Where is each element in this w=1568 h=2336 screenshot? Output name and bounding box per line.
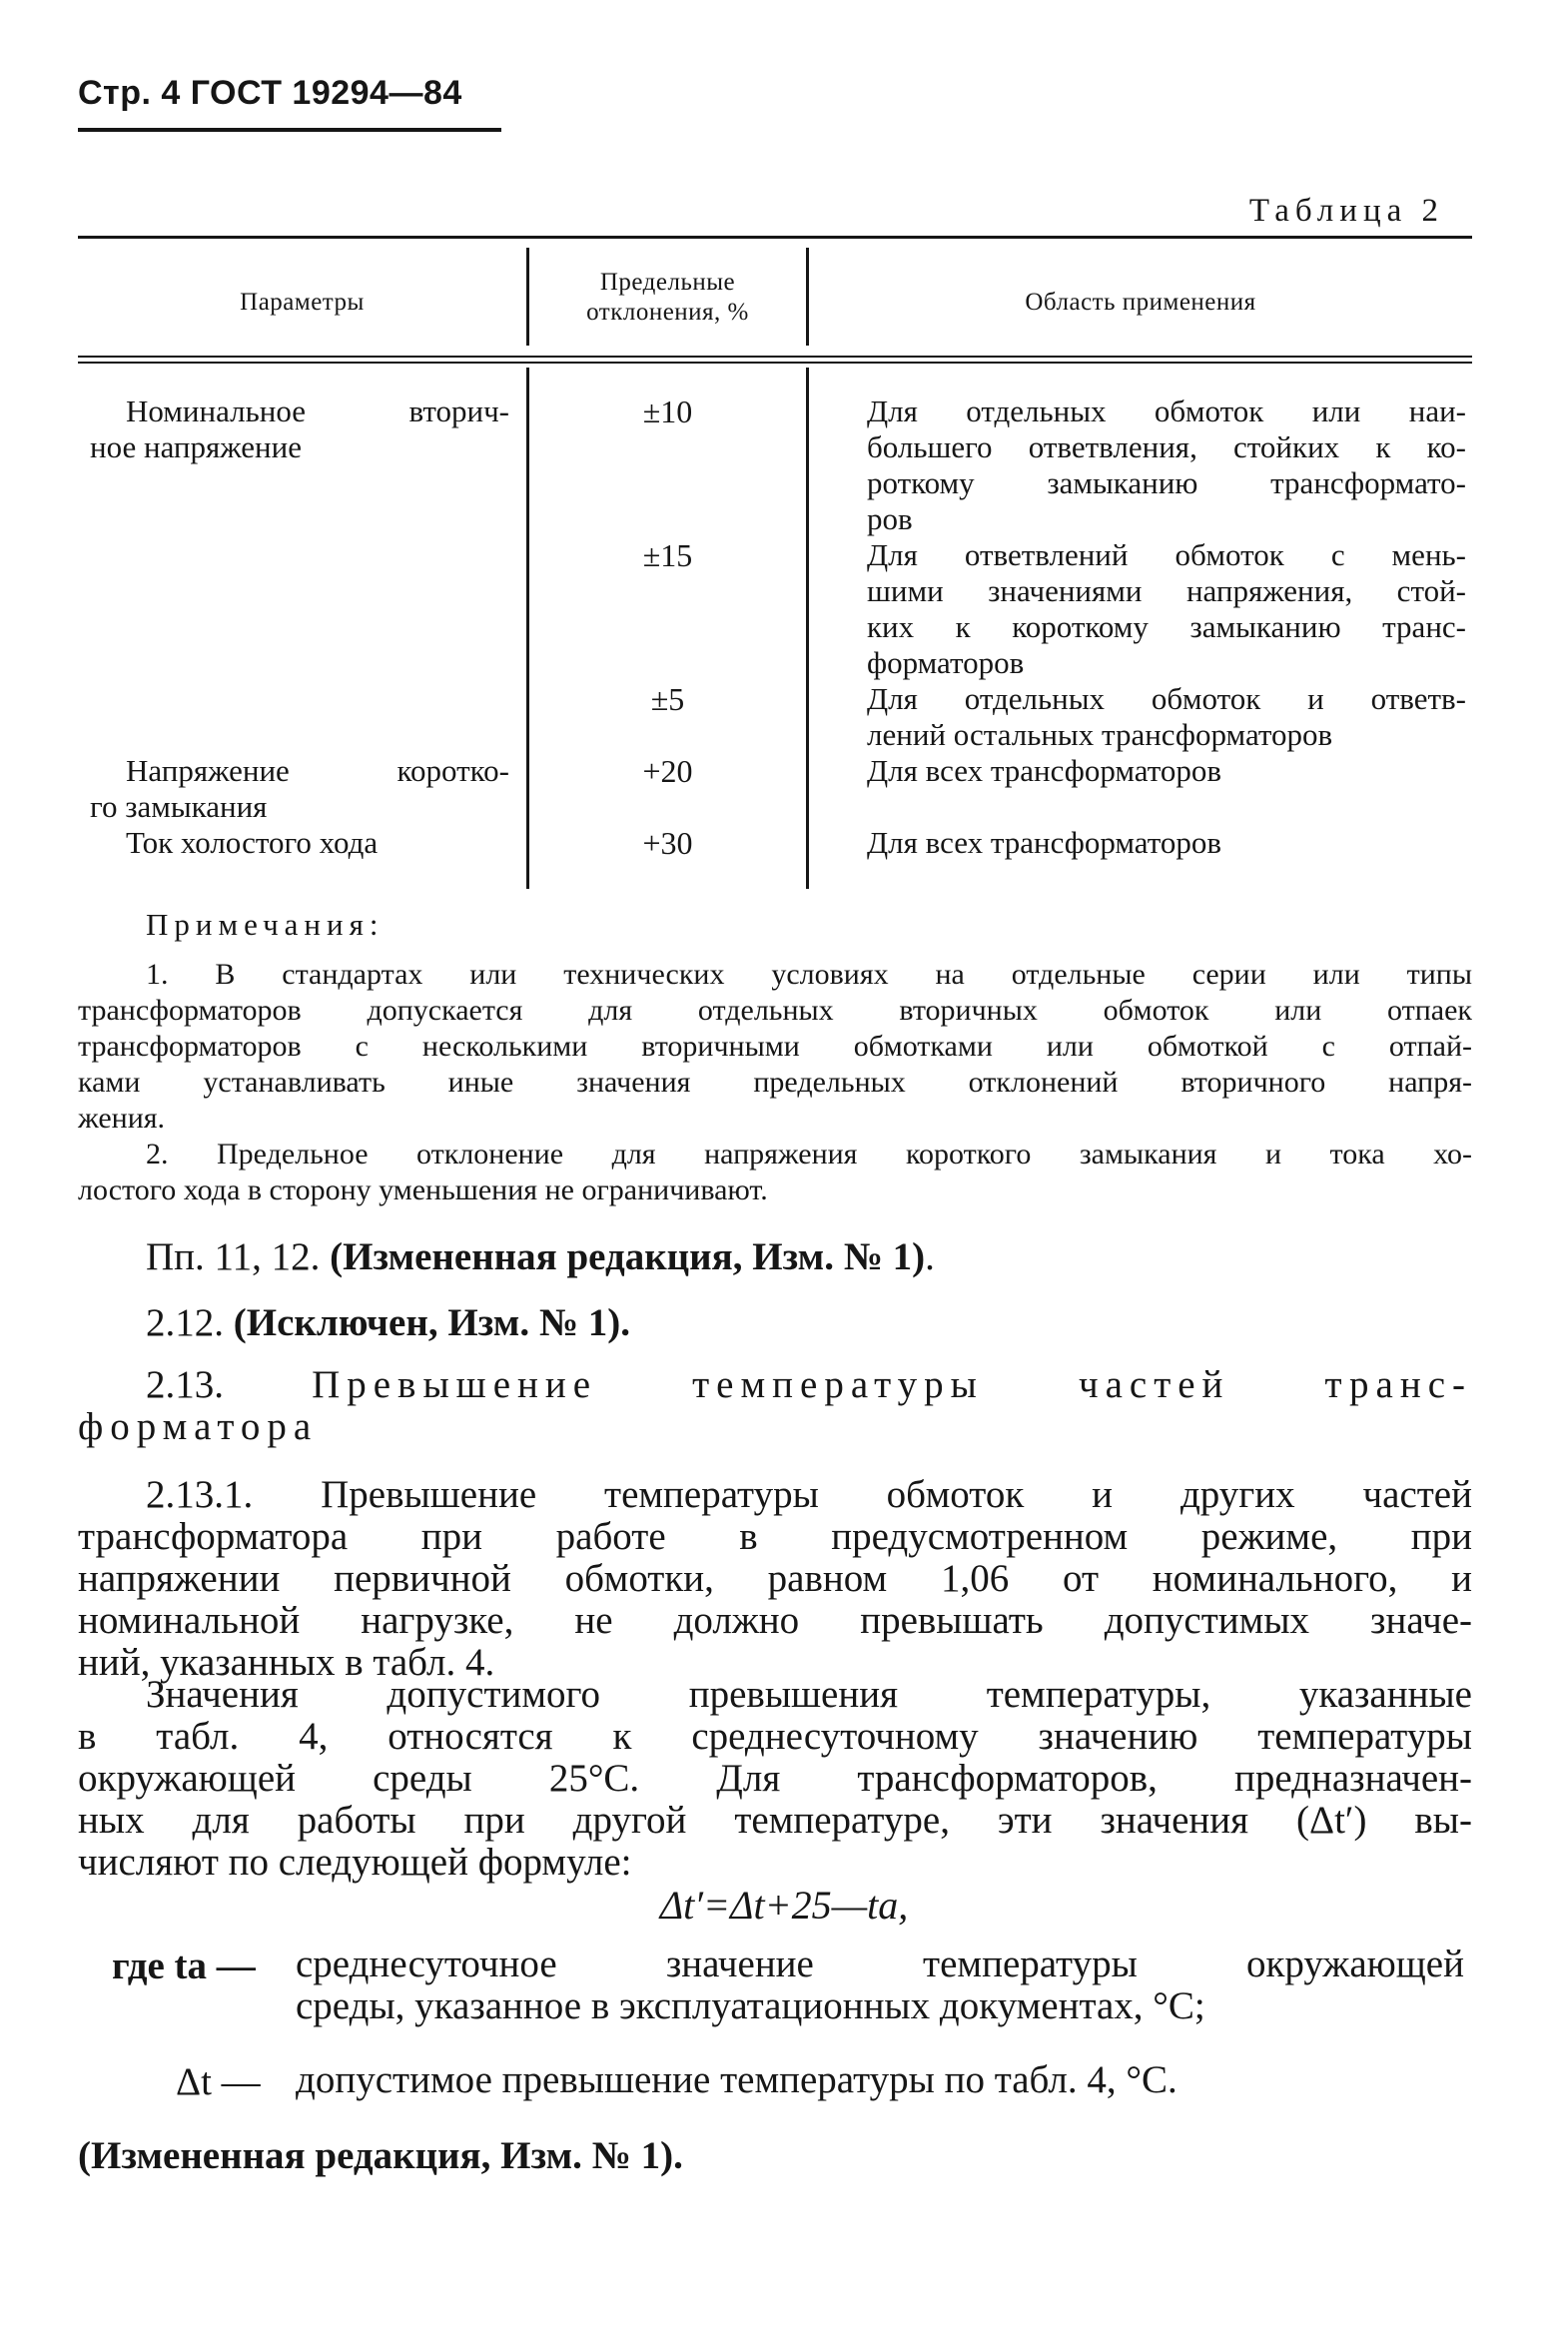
header-rule	[78, 128, 501, 132]
table-cell-area	[867, 753, 1466, 789]
where-def-ta	[296, 1944, 1464, 2027]
section-2-13-1	[78, 1474, 1472, 1684]
table-cell-area	[867, 537, 1466, 681]
section-number: 2.13.	[146, 1363, 224, 1406]
table-header-deviation	[529, 268, 806, 328]
table-col-divider	[806, 368, 809, 889]
heading-line: форматора	[78, 1405, 319, 1448]
section-2-13-heading	[78, 1364, 1472, 1448]
note-line: лостого хода в сторону уменьшения не ограничивают.	[78, 1173, 768, 1206]
table-top-rule	[78, 236, 1472, 239]
where-def-dt	[296, 2059, 1464, 2101]
param-line: ное напряжение	[90, 429, 302, 464]
table-header-area: Область применения	[1025, 289, 1256, 316]
area-line: ких к короткому замыканию транс-	[867, 609, 1466, 644]
area-line: шими значениями напряжения, стой-	[867, 573, 1466, 608]
section-number: 2.12.	[146, 1301, 234, 1344]
area-line: роткому замыканию трансформато-	[867, 465, 1466, 500]
table-cell-deviation: +30	[642, 825, 693, 861]
table-cell-deviation: ±5	[650, 681, 685, 717]
table-cell-deviation: ±15	[642, 537, 693, 573]
para-line: трансформатора при работе в предусмотренном режиме, при	[78, 1515, 1472, 1558]
table-cell-deviation: +20	[642, 753, 693, 789]
running-head: Стр. 4 ГОСТ 19294—84	[78, 74, 462, 112]
values-paragraph	[78, 1674, 1472, 1884]
param-line: Номинальное вторич-	[126, 393, 509, 428]
notes-title: Примечания:	[146, 907, 385, 942]
header-deviation-line2: отклонения, %	[586, 299, 749, 326]
para-line: Значения допустимого превышения температуры, указанные	[146, 1673, 1472, 1716]
para-line: числяют по следующей формуле:	[78, 1841, 632, 1884]
note-1	[78, 957, 1472, 1137]
pp-suffix: .	[925, 1235, 935, 1278]
table-cell-deviation: ±10	[642, 393, 693, 429]
where-key-dt: Δt —	[176, 2060, 261, 2103]
table-cell-param	[90, 753, 509, 825]
heading-line	[78, 1364, 1472, 1406]
table-header-rule	[78, 356, 1472, 358]
area-line: форматоров	[867, 645, 1025, 680]
def-line: допустимое превышение температуры по табл. 4, °С.	[296, 2058, 1177, 2101]
closing-amendment: (Измененная редакция, Изм. № 1).	[78, 2134, 683, 2177]
temperature-formula: Δt′=Δt+25—tа,	[659, 1883, 909, 1928]
table-cell-area	[867, 681, 1466, 753]
pp-prefix: Пп. 11, 12.	[146, 1235, 331, 1278]
note-line: 2. Предельное отклонение для напряжения короткого замыкания и тока хо-	[146, 1138, 1472, 1170]
table-cell-area	[867, 825, 1466, 861]
param-line: го замыкания	[90, 789, 268, 824]
area-line: большего ответвления, стойких к ко-	[867, 429, 1466, 464]
note-line: ками устанавливать иные значения предельных отклонений вторичного напря-	[78, 1066, 1472, 1099]
area-line: Для всех трансформаторов	[867, 753, 1221, 788]
amendment-pp-11-12	[78, 1236, 1472, 1278]
area-line: ров	[867, 501, 913, 536]
para-line: напряжении первичной обмотки, равном 1,06 от номинального, и	[78, 1557, 1472, 1600]
area-line: Для ответвлений обмоток с мень-	[867, 537, 1466, 572]
pp-amendment: (Измененная редакция, Изм. № 1)	[330, 1235, 926, 1278]
para-line: в табл. 4, относятся к среднесуточному значению температуры	[78, 1715, 1472, 1758]
area-line: Для отдельных обмоток или наи-	[867, 393, 1466, 428]
table-cell-param	[90, 825, 509, 861]
table-cell-param	[90, 393, 509, 465]
section-2-12	[78, 1302, 1472, 1344]
para-line: ний, указанных в табл. 4.	[78, 1641, 495, 1684]
def-line: среднесуточное значение температуры окружающей	[296, 1943, 1464, 1985]
param-line: Ток холостого хода	[126, 825, 379, 860]
area-line: Для отдельных обмоток и ответв-	[867, 681, 1466, 716]
table-cell-area	[867, 393, 1466, 537]
para-line: 2.13.1. Превышение температуры обмоток и других частей	[146, 1473, 1472, 1516]
para-line: номинальной нагрузке, не должно превышать допустимых значе-	[78, 1599, 1472, 1642]
def-line: среды, указанное в эксплуатационных документах, °С;	[296, 1984, 1205, 2027]
table-caption: Таблица 2	[1248, 193, 1444, 229]
where-key-ta: где tа —	[112, 1945, 256, 1987]
header-deviation-line1: Предельные	[599, 269, 736, 296]
note-line: 1. В стандартах или технических условиях на отдельные серии или типы	[146, 958, 1472, 991]
para-line: окружающей среды 25°С. Для трансформаторов, предназначен-	[78, 1757, 1472, 1800]
area-line: Для всех трансформаторов	[867, 825, 1221, 860]
note-line: трансформаторов с несколькими вторичными обмотками или обмоткой с отпай-	[78, 1030, 1472, 1063]
note-line: жения.	[78, 1102, 166, 1135]
heading-text: Превышение температуры частей транс-	[312, 1363, 1472, 1406]
section-excluded: (Исключен, Изм. № 1).	[233, 1301, 631, 1344]
param-line: Напряжение коротко-	[126, 753, 509, 788]
table-col-divider	[526, 368, 529, 889]
note-line: трансформаторов допускается для отдельных вторичных обмоток или отпаек	[78, 994, 1472, 1027]
para-line: ных для работы при другой температуре, эти значения (Δt′) вы-	[78, 1799, 1472, 1842]
table-header-params: Параметры	[240, 289, 365, 316]
table-header-rule-double	[78, 362, 1472, 364]
note-2	[78, 1137, 1472, 1208]
area-line: лений остальных трансформаторов	[867, 717, 1333, 752]
